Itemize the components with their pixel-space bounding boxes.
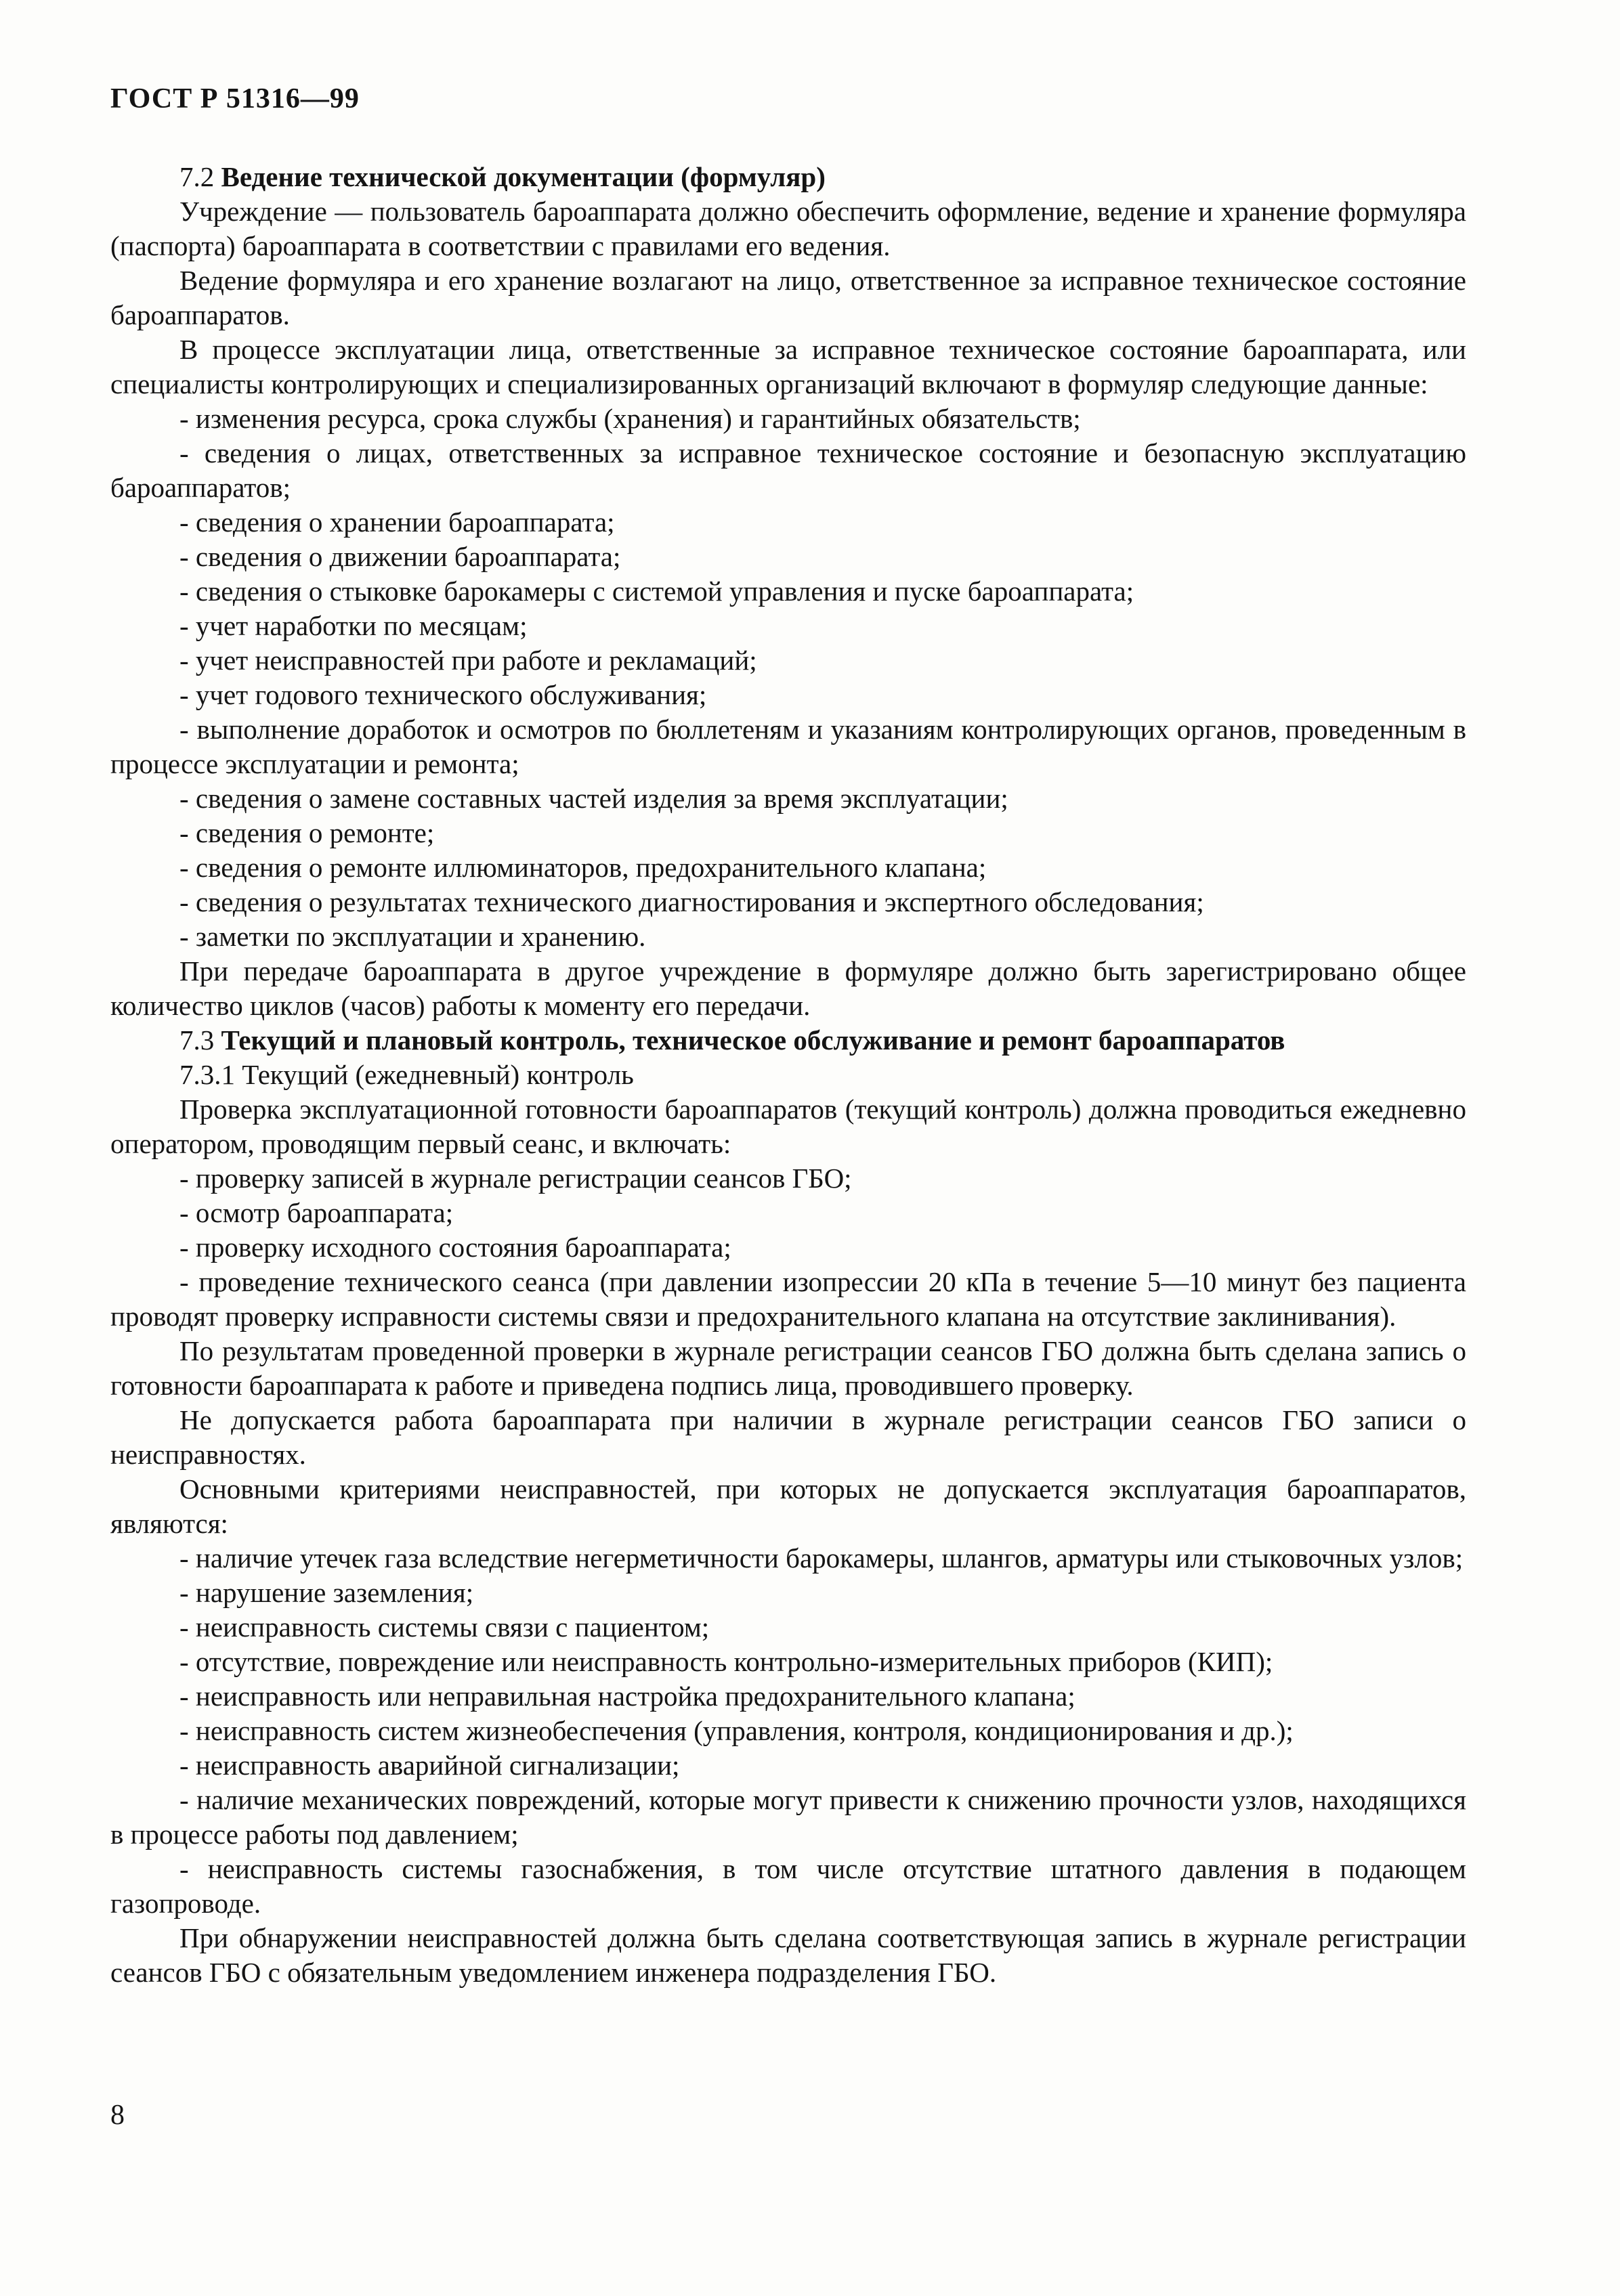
section-number: 7.2	[179, 161, 215, 192]
paragraph: При обнаружении неисправностей должна быть сделана соответствующая запись в журнале регистрации сеансов ГБО с обязательным уведомлением инженера подразделения ГБО.	[110, 1922, 1466, 1988]
list-item: - учет годового технического обслуживания;	[179, 679, 707, 710]
paragraph: По результатам проведенной проверки в журнале регистрации сеансов ГБО должна быть сделана запись о готовности бароаппарата к работе и приведена подпись лица, проводившего проверку.	[110, 1335, 1466, 1401]
list-item: - неисправность систем жизнеобеспечения (управления, контроля, кондиционирования и др.);	[179, 1715, 1294, 1746]
list-item: - проведение технического сеанса (при давлении изопрессии 20 кПа в течение 5—10 минут без пациента проводят проверку исправности системы связи и предохранительного клапана на отсутствие заклинивания).	[110, 1266, 1466, 1332]
list-item: - сведения о ремонте;	[179, 817, 435, 848]
list-item: - проверку исходного состояния бароаппарата;	[179, 1232, 731, 1263]
paragraph: Учреждение — пользователь бароаппарата должно обеспечить оформление, ведение и хранение формуляра (паспорта) бароаппарата в соответствии с правилами его ведения.	[110, 196, 1466, 261]
list-item: - наличие механических повреждений, которые могут привести к снижению прочности узлов, находящихся в процессе работы под давлением;	[110, 1784, 1466, 1850]
list-item: - осмотр бароаппарата;	[179, 1197, 454, 1228]
list-item: - наличие утечек газа вследствие негерметичности барокамеры, шлангов, арматуры или стыковочных узлов;	[179, 1542, 1464, 1574]
paragraph: При передаче бароаппарата в другое учреждение в формуляре должно быть зарегистрировано общее количество циклов (часов) работы к моменту его передачи.	[110, 955, 1466, 1021]
document-header: ГОСТ Р 51316—99	[110, 83, 360, 114]
list-item: - сведения о замене составных частей изделия за время эксплуатации;	[179, 783, 1008, 814]
list-item: - неисправность системы газоснабжения, в том числе отсутствие штатного давления в подающем газопроводе.	[110, 1853, 1466, 1919]
list-item: - выполнение доработок и осмотров по бюллетеням и указаниям контролирующих органов, проведенным в процессе эксплуатации и ремонта;	[110, 714, 1466, 779]
paragraph: Не допускается работа бароаппарата при наличии в журнале регистрации сеансов ГБО записи о неисправностях.	[110, 1404, 1466, 1470]
list-item: - сведения о хранении бароаппарата;	[179, 506, 615, 538]
section-number: 7.3.1	[179, 1059, 235, 1090]
section-heading-7-3	[110, 1023, 1466, 1058]
section-title: Ведение технической документации (формуляр)	[221, 161, 826, 192]
paragraph: Основными критериями неисправностей, при которых не допускается эксплуатация бароаппаратов, являются:	[110, 1473, 1466, 1539]
list-item: - сведения о стыковке барокамеры с системой управления и пуске бароаппарата;	[179, 576, 1134, 607]
list-item: - нарушение заземления;	[179, 1577, 474, 1608]
section-number: 7.3	[179, 1024, 215, 1056]
list-item: - сведения о лицах, ответственных за исправное техническое состояние и безопасную эксплуатацию бароаппаратов;	[110, 437, 1466, 503]
list-item: - сведения о результатах технического диагностирования и экспертного обследования;	[179, 886, 1204, 917]
list-item: - учет наработки по месяцам;	[179, 610, 528, 641]
list-item: - проверку записей в журнале регистрации сеансов ГБО;	[179, 1163, 852, 1194]
list-item: - сведения о ремонте иллюминаторов, предохранительного клапана;	[179, 852, 987, 883]
document-body	[110, 160, 1466, 1990]
section-title: Текущий и плановый контроль, техническое обслуживание и ремонт бароаппаратов	[221, 1024, 1285, 1056]
list-item: - неисправность аварийной сигнализации;	[179, 1750, 680, 1781]
list-item: - сведения о движении бароаппарата;	[179, 541, 621, 572]
paragraph: Ведение формуляра и его хранение возлагают на лицо, ответственное за исправное техническое состояние бароаппаратов.	[110, 265, 1466, 330]
list-item: - учет неисправностей при работе и рекламаций;	[179, 645, 757, 676]
list-item: - неисправность или неправильная настройка предохранительного клапана;	[179, 1681, 1075, 1712]
paragraph: Проверка эксплуатационной готовности бароаппаратов (текущий контроль) должна проводиться ежедневно оператором, проводящим первый сеанс, и включать:	[110, 1093, 1466, 1159]
section-title: Текущий (ежедневный) контроль	[242, 1059, 634, 1090]
paragraph: В процессе эксплуатации лица, ответственные за исправное техническое состояние бароаппарата, или специалисты контролирующих и специализированных организаций включают в формуляр следующие данные:	[110, 334, 1466, 399]
page-number: 8	[110, 2100, 125, 2131]
section-heading-7-3-1	[110, 1058, 1466, 1092]
list-item: - неисправность системы связи с пациентом;	[179, 1611, 710, 1643]
list-item: - отсутствие, повреждение или неисправность контрольно-измерительных приборов (КИП);	[179, 1646, 1273, 1677]
section-heading-7-2	[110, 160, 1466, 194]
list-item: - изменения ресурса, срока службы (хранения) и гарантийных обязательств;	[179, 403, 1081, 434]
list-item: - заметки по эксплуатации и хранению.	[179, 921, 646, 952]
